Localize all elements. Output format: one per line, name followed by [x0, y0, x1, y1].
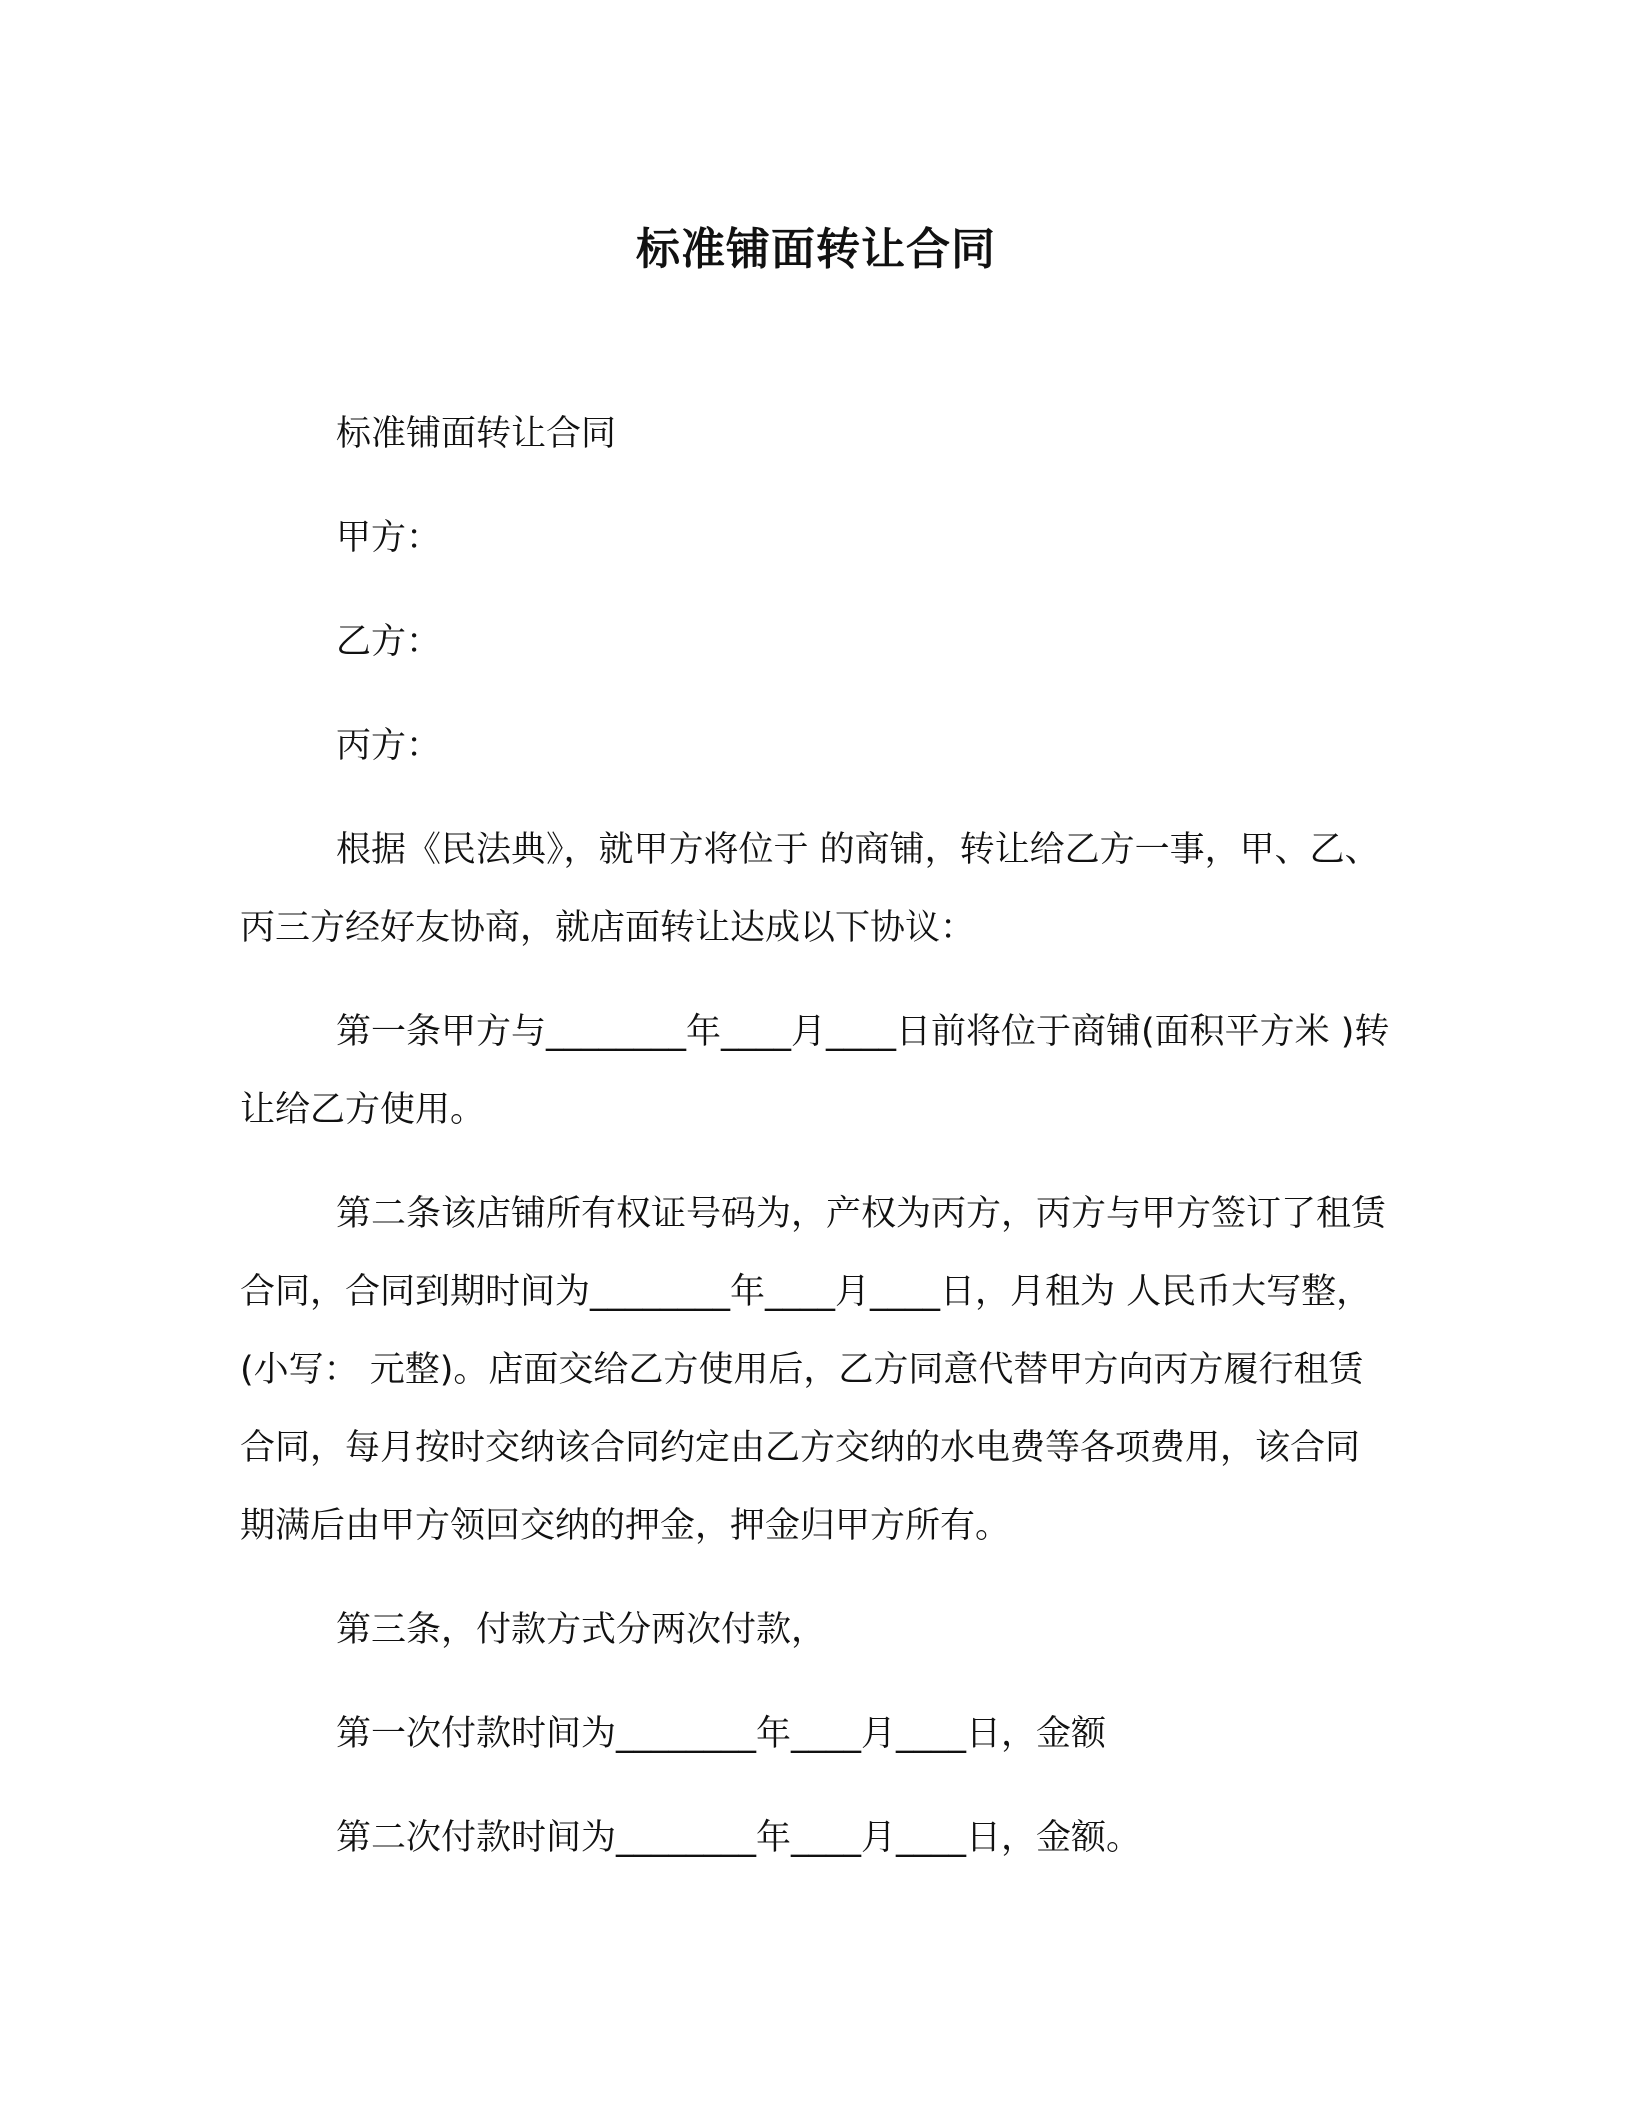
party-a-line: 甲方： — [336, 518, 442, 558]
article-3-paragraph: 第三条，付款方式分两次付款， — [336, 1610, 827, 1650]
article-2-paragraph: 第二条该店铺所有权证号码为，产权为丙方，丙方与甲方签订了租赁合同，合同到期时间为________年____月____日，月租为 人民币大写整，(小写： 元整)。店面交给乙方使用后，乙方同意代替甲方向丙方履行租赁合同，每月按时交纳该合同约定由乙方交纳的水电费等各项费用，该合同期满后由甲方领回交纳的押金，押金归甲方所有。 — [240, 1194, 1387, 1546]
payment-2-line: 第二次付款时间为________年____月____日，金额。 — [336, 1818, 1142, 1858]
payment-1-line: 第一次付款时间为________年____月____日，金额 — [336, 1714, 1107, 1754]
document-title: 标准铺面转让合同 — [636, 224, 996, 275]
preamble-paragraph: 根据《民法典》，就甲方将位于 的商铺，转让给乙方一事，甲、乙、丙三方经好友协商，就店面转让达成以下协议： — [240, 830, 1380, 948]
article-1-paragraph: 第一条甲方与________年____月____日前将位于商铺(面积平方米 )转让给乙方使用。 — [240, 1012, 1390, 1130]
document-subtitle: 标准铺面转让合同 — [336, 414, 617, 454]
document-body — [240, 395, 1390, 1877]
party-b-line: 乙方： — [336, 622, 442, 662]
party-c-line: 丙方： — [336, 726, 442, 766]
